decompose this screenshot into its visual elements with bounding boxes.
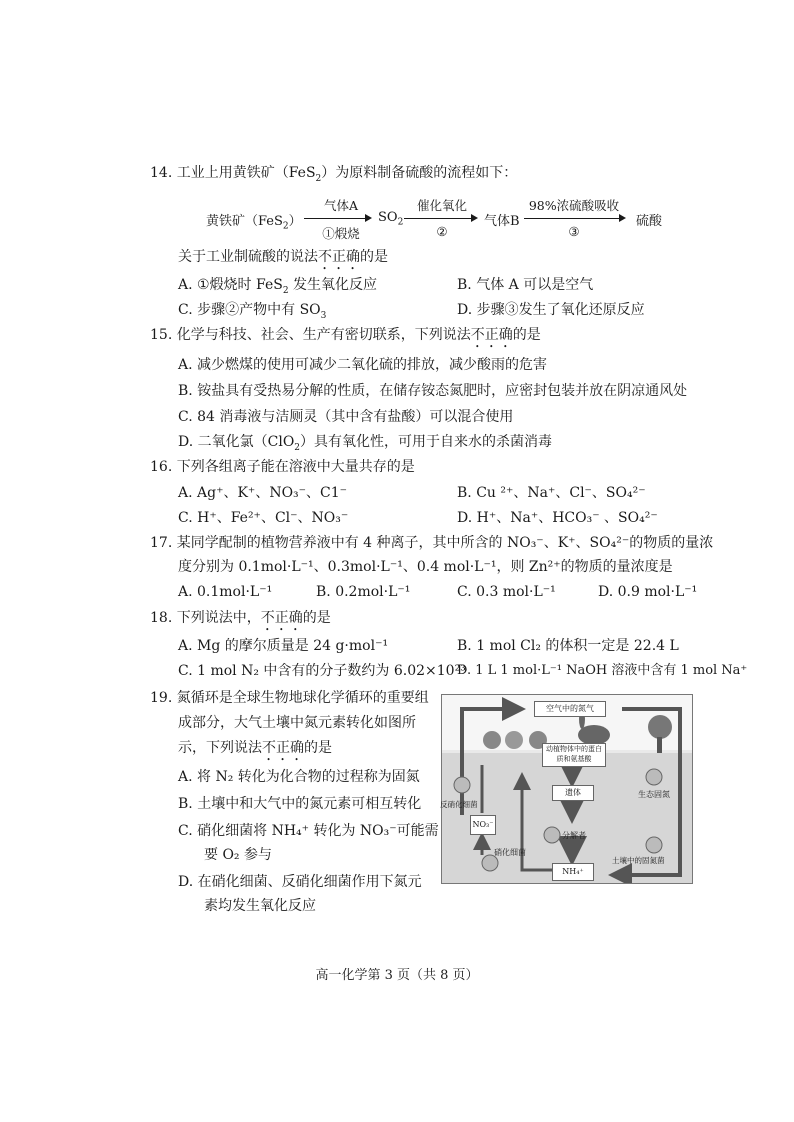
q19-option-c-line1: C. 硝化细菌将 NH₄⁺ 转化为 NO₃⁻可能需 bbox=[178, 823, 439, 839]
air-nitrogen-box: 空气中的氮气 bbox=[534, 701, 606, 717]
q19-option-c-line2: 要 O₂ 参与 bbox=[204, 847, 272, 863]
q14-flow-diagram bbox=[206, 196, 666, 242]
q18-stem: 18. 下列说法中，不正确的是 bbox=[150, 610, 331, 626]
q17-option-a: A. 0.1mol·L⁻¹ bbox=[178, 584, 273, 600]
q14-stem: 14. 工业上用黄铁矿（FeS$_2$）为原料制备硫酸的流程如下： bbox=[150, 165, 518, 184]
q19-option-d-line2: 素均发生氧化反应 bbox=[204, 898, 316, 914]
q15-option-a: A. 减少燃煤的使用可减少二氧化硫的排放，减少酸雨的危害 bbox=[178, 357, 548, 373]
denitrify-label: 反硝化细菌 bbox=[440, 800, 478, 809]
nitrogen-cycle-diagram bbox=[441, 694, 693, 884]
flow-arrow1-bottom: ①煅烧 bbox=[322, 226, 360, 241]
q16-option-a: A. Ag⁺、K⁺、NO₃⁻、C1⁻ bbox=[178, 485, 348, 501]
q16-option-c: C. H⁺、Fe²⁺、Cl⁻、NO₃⁻ bbox=[178, 510, 349, 526]
q15-option-d: D. 二氧化氯（ClO$_2$）具有氧化性，可用于自来水的杀菌消毒 bbox=[178, 434, 553, 453]
q16-option-d: D. H⁺、Na⁺、HCO₃⁻ 、SO₄²⁻ bbox=[457, 510, 658, 526]
no3-box: NO₃⁻ bbox=[470, 815, 496, 835]
flow-arrow2-bottom: ② bbox=[436, 224, 448, 239]
flow-arrow3-bottom: ③ bbox=[568, 224, 580, 239]
flow-arrow3-top: 98%浓硫酸吸收 bbox=[528, 198, 620, 213]
flow-end: 硫酸 bbox=[636, 214, 663, 229]
q19-stem-line2: 成部分，大气土壤中氮元素转化如图所 bbox=[178, 715, 416, 731]
q19-option-d-line1: D. 在硝化细菌、反硝化细菌作用下氮元 bbox=[178, 874, 422, 890]
flow-arrow2-top: 催化氧化 bbox=[416, 198, 467, 213]
protein-box: 动植物体中的蛋白质和氨基酸 bbox=[542, 743, 606, 767]
flow-arrow3 bbox=[524, 218, 624, 219]
q14-option-d: D. 步骤③发生了氧化还原反应 bbox=[457, 302, 645, 318]
q16-stem: 16. 下列各组离子能在溶液中大量共存的是 bbox=[150, 459, 415, 475]
q19-option-b: B. 土壤中和大气中的氮元素可相互转化 bbox=[178, 796, 422, 812]
q14-option-a: A. ①煅烧时 FeS$_2$ 发生氧化反应 bbox=[178, 277, 378, 296]
q19-stem-line1: 19. 氮循环是全球生物地球化学循环的重要组 bbox=[150, 690, 429, 706]
nh4-box: NH₄⁺ bbox=[552, 863, 594, 881]
flow-arrow1-top: 气体A bbox=[323, 198, 359, 213]
nitrify-label: 硝化细菌 bbox=[494, 848, 526, 857]
flow-mid1: $SO_2$ bbox=[378, 210, 404, 228]
q17-option-d: D. 0.9 mol·L⁻¹ bbox=[598, 584, 698, 600]
q15-stem: 15. 化学与科技、社会、生产有密切联系，下列说法不正确的是 bbox=[150, 327, 541, 343]
page-footer: 高一化学第 3 页（共 8 页） bbox=[315, 968, 479, 983]
q15-option-c: C. 84 消毒液与洁厕灵（其中含有盐酸）可以混合使用 bbox=[178, 409, 514, 425]
bio-fix-label: 生态固氮 bbox=[638, 790, 670, 799]
q18-option-b: B. 1 mol Cl₂ 的体积一定是 22.4 L bbox=[457, 638, 679, 654]
flow-mid2: 气体B bbox=[484, 214, 520, 229]
q18-option-d: D. 1 L 1 mol·L⁻¹ NaOH 溶液中含有 1 mol Na⁺ bbox=[457, 663, 748, 678]
q14-substem: 关于工业制硫酸的说法不正确的是 bbox=[178, 249, 388, 265]
q18-option-c: C. 1 mol N₂ 中含有的分子数约为 6.02×10²³ bbox=[178, 663, 466, 679]
q17-stem-line1: 17. 某同学配制的植物营养液中有 4 种离子，其中所含的 NO₃⁻、K⁺、SO₄²⁻的物质的量浓 bbox=[150, 535, 714, 551]
q18-option-a: A. Mg 的摩尔质量是 24 g·mol⁻¹ bbox=[178, 638, 389, 654]
remains-box: 遗体 bbox=[552, 785, 594, 801]
q19-stem-line3: 示，下列说法不正确的是 bbox=[178, 740, 332, 756]
flow-start: 黄铁矿（FeS$_2$） bbox=[206, 214, 302, 232]
q14-option-b: B. 气体 A 可以是空气 bbox=[457, 277, 594, 293]
q17-stem-line2: 度分别为 0.1mol·L⁻¹、0.3mol·L⁻¹、0.4 mol·L⁻¹，则 Zn²⁺的物质的量浓度是 bbox=[178, 559, 673, 575]
decomposer-label: 分解者 bbox=[562, 831, 586, 840]
q19-option-a: A. 将 N₂ 转化为化合物的过程称为固氮 bbox=[178, 769, 420, 785]
flow-arrow1 bbox=[304, 218, 370, 219]
q14-option-c: C. 步骤②产物中有 $SO_3$ bbox=[178, 302, 327, 321]
q17-option-c: C. 0.3 mol·L⁻¹ bbox=[457, 584, 556, 600]
q17-option-b: B. 0.2mol·L⁻¹ bbox=[316, 584, 411, 600]
q15-option-b: B. 铵盐具有受热易分解的性质，在储存铵态氮肥时，应密封包装并放在阴凉通风处 bbox=[178, 383, 688, 399]
flow-arrow2 bbox=[404, 218, 476, 219]
q16-option-b: B. Cu ²⁺、Na⁺、Cl⁻、SO₄²⁻ bbox=[457, 485, 646, 501]
soil-fix-label: 土壤中的固氮菌 bbox=[612, 856, 665, 865]
